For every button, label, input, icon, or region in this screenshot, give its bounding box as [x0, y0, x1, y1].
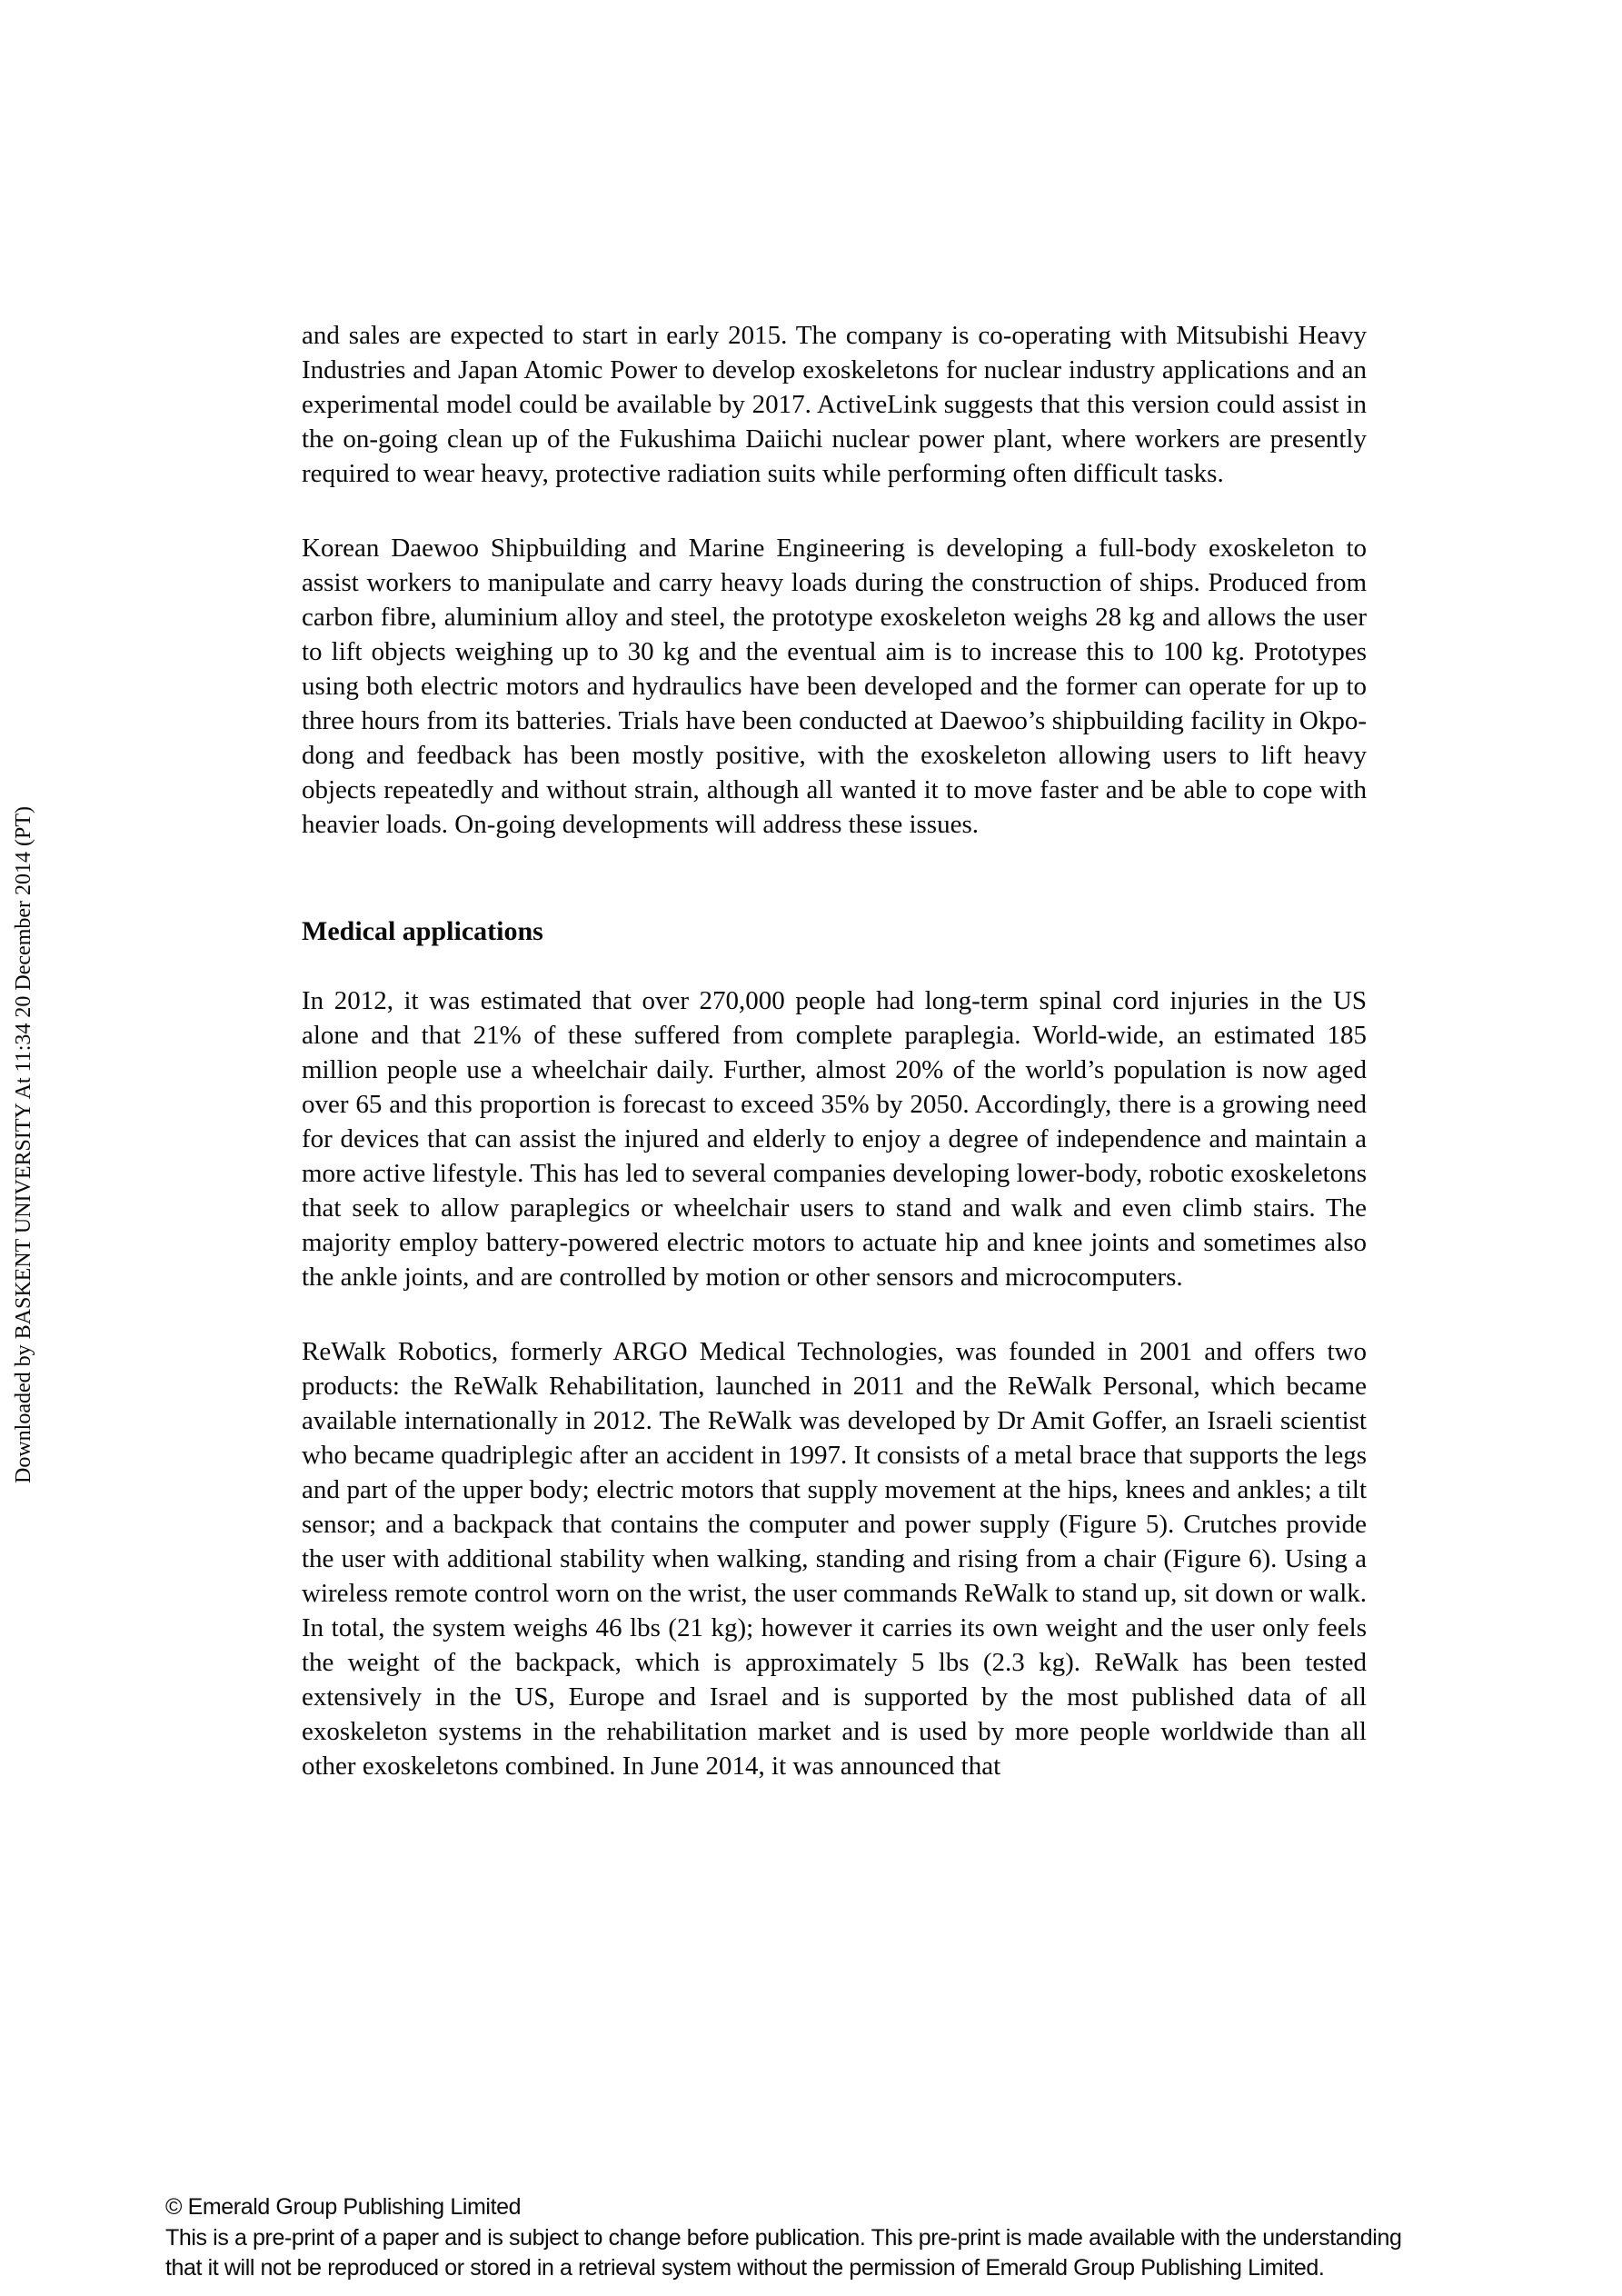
paragraph-rewalk: ReWalk Robotics, formerly ARGO Medical Technologies, was founded in 2001 and offers two products: the ReWalk Rehabilitation, launched in 2011 and the ReWalk Personal, which became available internationally in 2012. The ReWalk was developed by Dr Amit Goffer, an Israeli scientist who became quadriplegic after an accident in 1997. It consists of a metal brace that supports the legs and part of the upper body; electric motors that supply movement at the hips, knees and ankles; a tilt sensor; and a backpack that contains the computer and power supply (Figure 5). Crutches provide the user with additional stability when walking, standing and rising from a chair (Figure 6). Using a wireless remote control worn on the wrist, the user commands ReWalk to stand up, sit down or walk. In total, the system weighs 46 lbs (21 kg); however it carries its own weight and the user only feels the weight of the backpack, which is approximately 5 lbs (2.3 kg). ReWalk has been tested extensively in the US, Europe and Israel and is supported by the most published data of all exoskeleton systems in the rehabilitation market and is used by more people worldwide than all other exoskeletons combined. In June 2014, it was announced that [302, 1337, 1367, 1781]
paragraph-activelink [302, 318, 1367, 491]
paragraph-text-segment: and sales are expected to start in early 2015. The company is co-operating with Mitsubishi Heavy Industries and Japan Atomic Power to develop exoskeletons for nuclear industry applications and an experimental model could be available by 2017. ActiveLink suggests that this version could assist in the on-going clean up of the Fukushima Daiichi nuclear power plant [302, 321, 1367, 454]
paragraph-medical-intro: In 2012, it was estimated that over 270,000 people had long-term spinal cord injuries in the US alone and that 21% of these suffered from complete paraplegia. World-wide, an estimated 185 million people use a wheelchair daily. Further, almost 20% of the world’s population is now aged over 65 and this proportion is forecast to exceed 35% by 2050. Accordingly, there is a growing need for devices that can assist the injured and elderly to enjoy a degree of independence and maintain a more active lifestyle. This has led to several companies developing lower-body, robotic exoskeletons that seek to allow paraplegics or wheelchair users to stand and walk and even climb stairs. The majority employ battery-powered electric motors to actuate hip and knee joints and sometimes also the ankle joints, and are controlled by motion or other sensors and microcomputers. [302, 986, 1367, 1292]
disclaimer-line-2: that it will not be reproduced or stored in a retrieval system without the permission of Emerald Group Publishing Limited. [165, 2255, 1325, 2281]
download-watermark: Downloaded by BASKENT UNIVERSITY At 11:34 20 December 2014 (PT) [12, 805, 35, 1483]
disclaimer-line-1: This is a pre-print of a paper and is subject to change before publication. This pre-print is made available with the understanding [165, 2225, 1402, 2251]
article-body [302, 318, 1367, 1823]
page-footer [165, 2192, 1547, 2283]
section-heading: Medical applications [302, 916, 543, 946]
paragraph-text-segment: where workers are presently required to wear heavy, protective radiation suits while performing often difficult tasks. [302, 424, 1367, 488]
copyright-line: © Emerald Group Publishing Limited [165, 2194, 522, 2220]
underlined-comma: , [1046, 424, 1053, 454]
paragraph-daewoo: Korean Daewoo Shipbuilding and Marine Engineering is developing a full-body exoskeleton to assist workers to manipulate and carry heavy loads during the construction of ships. Produced from carbon fibre, aluminium alloy and steel, the prototype exoskeleton weighs 28 kg and allows the user to lift objects weighing up to 30 kg and the eventual aim is to increase this to 100 kg. Prototypes using both electric motors and hydraulics have been developed and the former can operate for up to three hours from its batteries. Trials have been conducted at Daewoo’s shipbuilding facility in Okpo-dong and feedback has been mostly positive, with the exoskeleton allowing users to lift heavy objects repeatedly and without strain, although all wanted it to move faster and be able to cope with heavier loads. On-going developments will address these issues. [302, 534, 1367, 839]
